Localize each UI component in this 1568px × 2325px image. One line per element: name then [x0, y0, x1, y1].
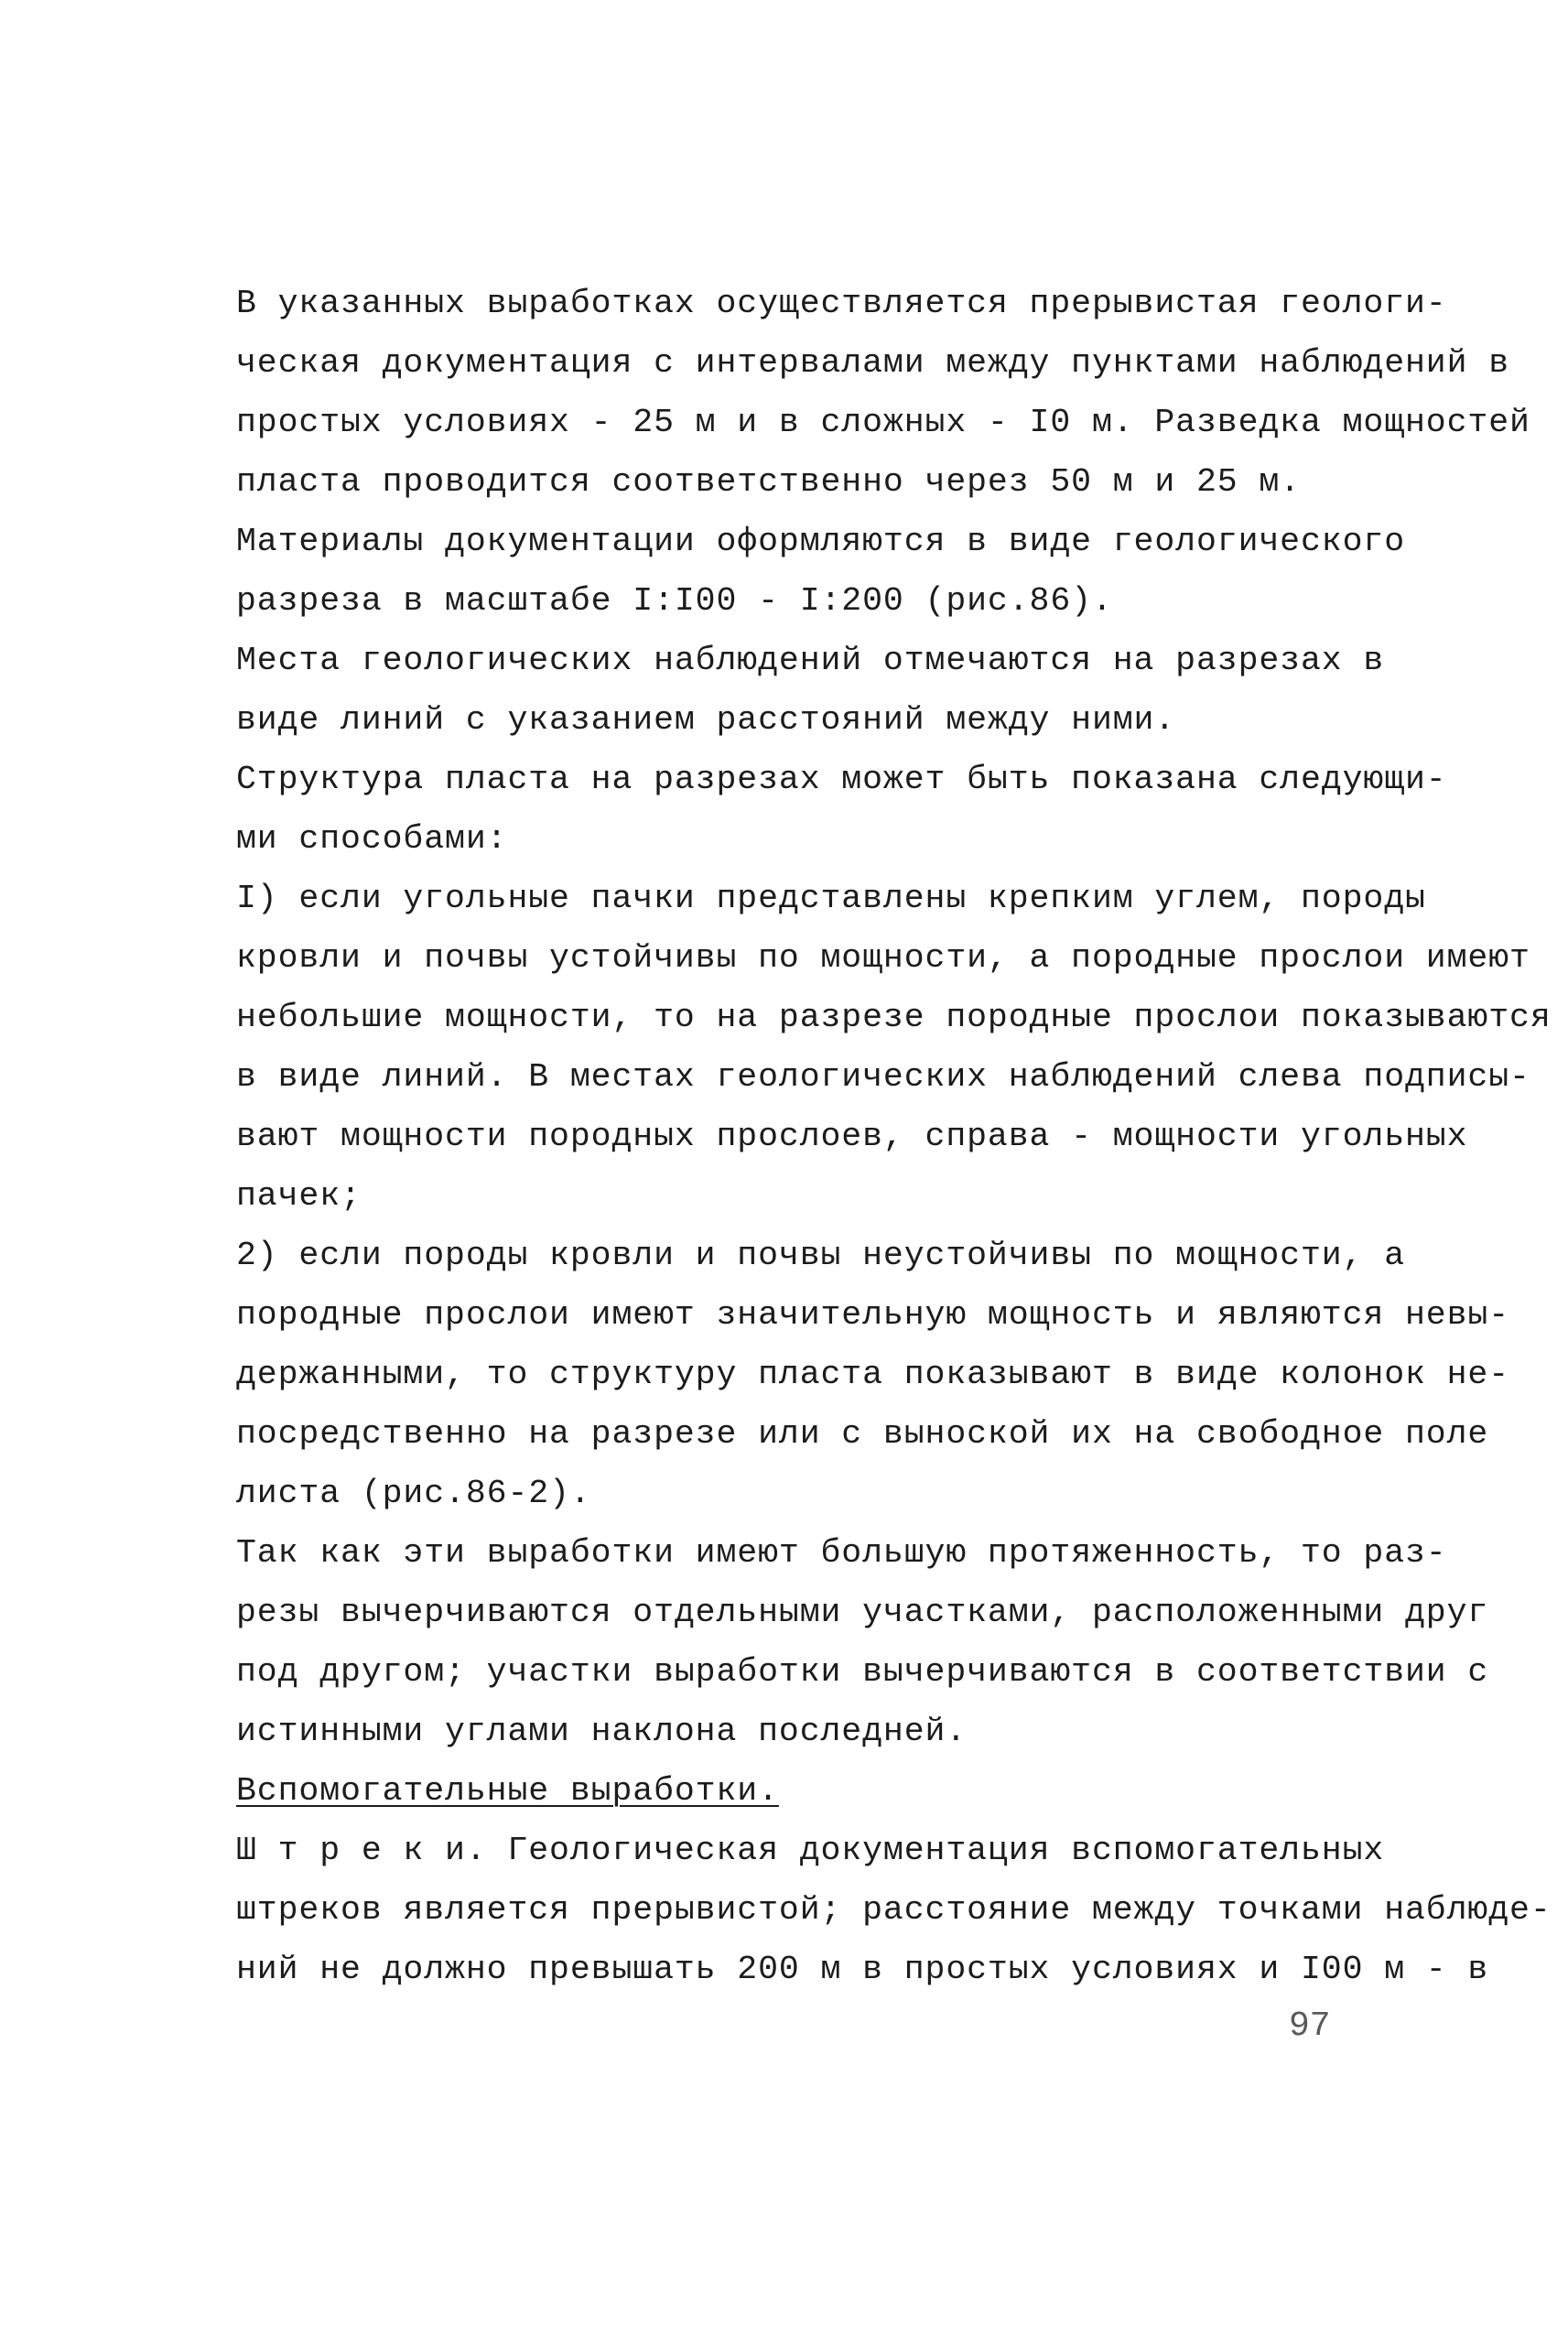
text-line: резы вычерчиваются отдельными участками, расположенными друг: [236, 1594, 1489, 1631]
text-line: Структура пласта на разрезах может быть показана следующи-: [236, 761, 1447, 798]
text-line: В указанных выработках осуществляется прерывистая геологи-: [236, 285, 1447, 322]
text-line: ний не должно превышать 200 м в простых условиях и I00 м - в: [236, 1951, 1489, 1988]
text-line: вают мощности породных прослоев, справа - мощности угольных: [236, 1118, 1468, 1155]
text-line: листа (рис.86-2).: [236, 1475, 591, 1512]
text-line: ми способами:: [236, 820, 508, 858]
text-line: истинными углами наклона последней.: [236, 1713, 968, 1750]
text-line: кровли и почвы устойчивы по мощности, а породные прослои имеют: [236, 939, 1530, 977]
text-line: 2) если породы кровли и почвы неустойчивы по мощности, а: [236, 1237, 1405, 1274]
text-line: в виде линий. В местах геологических наблюдений слева подписы-: [236, 1058, 1530, 1096]
section-heading: Вспомогательные выработки.: [236, 1772, 779, 1810]
text-line: ческая документация с интервалами между пунктами наблюдений в: [236, 344, 1510, 382]
text-line: держанными, то структуру пласта показывают в виде колонок не-: [236, 1356, 1510, 1393]
text-line: I) если угольные пачки представлены крепким углем, породы: [236, 880, 1426, 917]
text-line: породные прослои имеют значительную мощность и являются невы-: [236, 1296, 1510, 1334]
text-line: простых условиях - 25 м и в сложных - I0 м. Разведка мощностей: [236, 404, 1530, 441]
text-line: виде линий с указанием расстояний между ними.: [236, 701, 1176, 739]
text-line: пачек;: [236, 1177, 362, 1215]
text-line: пласта проводится соответственно через 50 м и 25 м.: [236, 463, 1301, 501]
text-line: штреков является прерывистой; расстояние между точками наблюде-: [236, 1891, 1552, 1929]
text-line: Места геологических наблюдений отмечаются на разрезах в: [236, 642, 1385, 679]
text-line: Ш т р е к и. Геологическая документация вспомогательных: [236, 1832, 1385, 1869]
text-line: Материалы документации оформляются в виде геологического: [236, 523, 1405, 560]
text-line: под другом; участки выработки вычерчиваются в соответствии с: [236, 1653, 1489, 1691]
text-line: посредственно на разрезе или с выноской их на свободное поле: [236, 1415, 1489, 1453]
text-line: разреза в масштабе I:I00 - I:200 (рис.86).: [236, 582, 1113, 620]
page-number: 97: [1289, 2006, 1331, 2046]
text-line: небольшие мощности, то на разрезе породные прослои показываются: [236, 999, 1552, 1036]
text-line: Так как эти выработки имеют большую протяженность, то раз-: [236, 1534, 1447, 1572]
